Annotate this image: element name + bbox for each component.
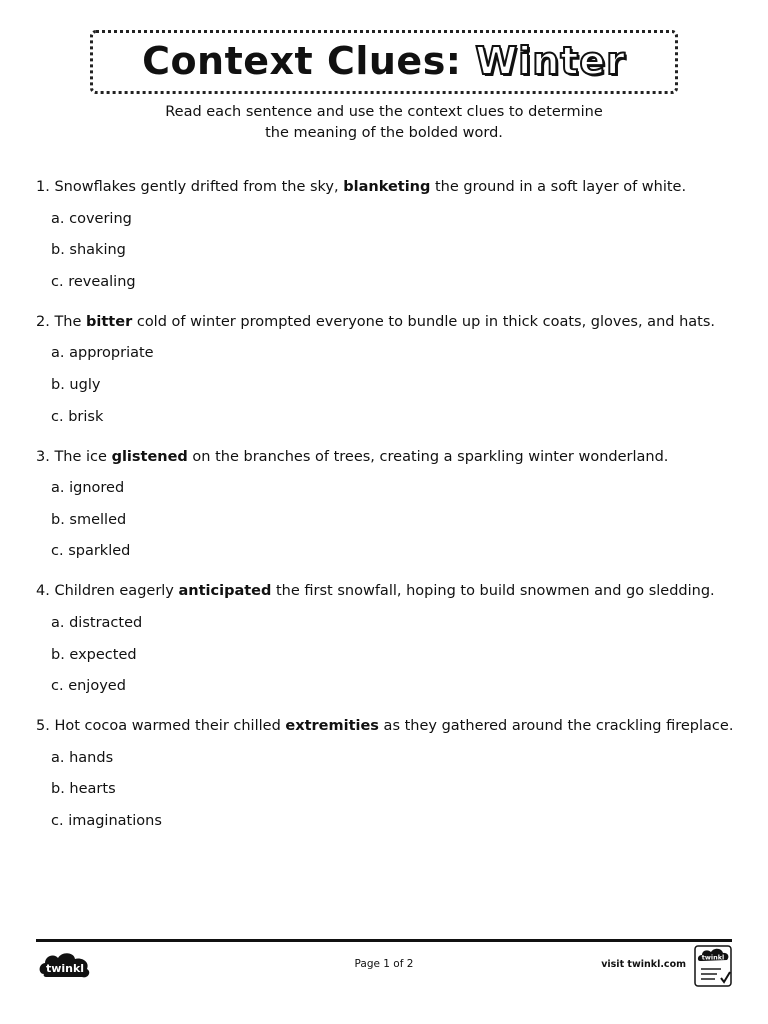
question-text-before: 3. The ice [36,448,112,465]
question-text [36,446,746,468]
option-b: b. expected [51,646,137,663]
bolded-word: extremities [285,718,379,735]
page-title [0,36,768,86]
title-highlight: Winter [475,39,626,83]
option-c: c. enjoyed [51,678,126,695]
option-b: b. shaking [51,242,126,259]
quality-badge [694,945,732,987]
question-text-after: the ground in a soft layer of white. [430,179,687,195]
question-1 [36,176,746,293]
question-text-before: 5. Hot cocoa warmed their chilled [36,718,286,735]
question-text-before: 2. The [36,313,87,330]
option-b: b. hearts [51,781,116,798]
question-text-after: cold of winter prompted everyone to bundle up in thick coats, gloves, and hats. [132,313,715,330]
option-a: a. distracted [51,614,143,631]
option-b: b. ugly [51,376,101,393]
footer-divider [36,939,732,942]
page-number: Page 1 of 2 [354,958,414,970]
instructions-line-1: Read each sentence and use the context clues to determine [165,104,603,120]
question-text-after: on the branches of trees, creating a sparkling winter wonderland. [187,448,669,465]
question-3 [36,446,746,563]
option-c: c. revealing [51,273,136,290]
title-prefix: Context Clues: [142,39,462,83]
question-text [36,176,746,198]
option-b: b. smelled [51,511,127,528]
question-text [36,311,746,333]
instructions-line-2: the meaning of the bolded word. [265,125,503,141]
option-a: a. hands [51,749,114,766]
option-a: a. appropriate [51,345,154,362]
badge-text: twinkl [701,953,725,962]
question-text [36,715,746,737]
bolded-word: bitter [86,313,133,330]
question-text-before: 1. Snowflakes gently drifted from the sky, [36,179,344,195]
question-text-after: the first snowfall, hoping to build snowmen and go sledding. [271,583,715,600]
visit-link: visit twinkl.com [601,959,686,970]
option-c: c. imaginations [51,812,162,829]
question-4 [36,580,746,697]
bolded-word: blanketing [343,179,431,195]
question-list [36,176,746,850]
logo-text: twinkl [45,962,85,975]
question-5 [36,715,746,832]
question-text-after: as they gathered around the crackling fireplace. [378,718,734,735]
question-text [36,580,746,602]
question-text-before: 4. Children eagerly [36,583,179,600]
bolded-word: anticipated [178,583,272,600]
option-a: a. ignored [51,480,125,497]
instructions [0,102,768,144]
bolded-word: glistened [111,448,188,465]
option-a: a. covering [51,210,132,227]
option-c: c. sparkled [51,543,131,560]
option-c: c. brisk [51,408,104,425]
question-2 [36,311,746,428]
